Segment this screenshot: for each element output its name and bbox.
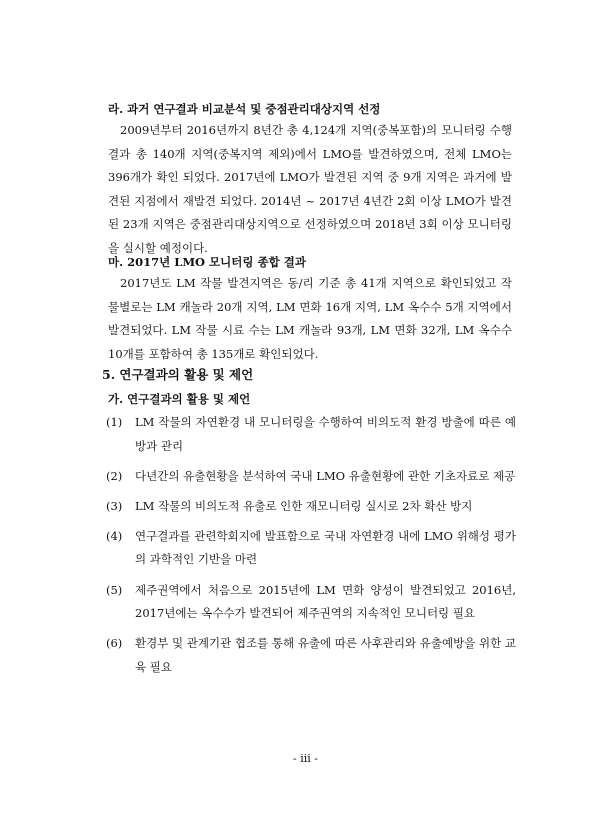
recommendation-list xyxy=(106,411,516,686)
list-item-number: (4) xyxy=(106,528,123,543)
section-ra-body: 2009년부터 2016년까지 8년간 총 4,124개 지역(중복포함)의 모니터링 수행결과 총 140개 지역(중복지역 제외)에서 LMO를 발견하였으며, 전체 LMO는 396개가 확인 되었다. 2017년에 LMO가 발견된 지역 중 9개 지역은 과거에 발견된 지점에서 재발견 되었다. 2014년 ~ 2017년 4년간 2회 이상 LMO가 발견된 23개 지역은 중점관리대상지역으로 선정하였으며 2018년 3회 이상 모니터링을 실시할 예정이다. xyxy=(108,123,512,255)
list-item-number: (6) xyxy=(106,636,123,651)
list-item-text: LM 작물의 비의도적 유출로 인한 재모니터링 실시로 2차 확산 방지 xyxy=(135,498,473,513)
list-item xyxy=(106,525,516,572)
list-item-text: 다년간의 유출현황을 분석하여 국내 LMO 유출현황에 관한 기초자료로 제공 xyxy=(135,468,516,483)
list-item-text: 제주권역에서 처음으로 2015년에 LM 면화 양성이 발견되었고 2016년, 2017년에는 옥수수가 발견되어 제주권역의 지속적인 모니터링 필요 xyxy=(135,582,516,621)
list-item-number: (3) xyxy=(106,498,123,513)
list-item-text: 연구결과를 관련학회지에 발표함으로 국내 자연환경 내에 LMO 위해성 평가의 과학적인 기반을 마련 xyxy=(135,528,516,567)
list-item xyxy=(106,465,516,489)
section-5-heading: 5. 연구결과의 활용 및 제언 xyxy=(102,367,254,382)
section-ma-body: 2017년도 LM 작물 발견지역은 동/리 기준 총 41개 지역으로 확인되었고 작물별로는 LM 캐놀라 20개 지역, LM 면화 16개 지역, LM 옥수수 5개 지역에서 발견되었다. LM 작물 시료 수는 LM 캐놀라 93개, LM 면화 32개, LM 옥수수 10개를 포함하여 총 135개로 확인되었다. xyxy=(108,276,512,361)
list-item xyxy=(106,579,516,626)
list-item-number: (1) xyxy=(106,415,123,429)
page-number: - iii - xyxy=(293,752,318,765)
list-item-number: (5) xyxy=(106,582,123,597)
section-5-subheading: 가. 연구결과의 활용 및 제언 xyxy=(108,392,251,406)
list-item xyxy=(106,411,516,458)
list-item xyxy=(106,495,516,519)
section-ra-heading: 라. 과거 연구결과 비교분석 및 중점관리대상지역 선정 xyxy=(108,102,381,116)
list-item-text: LM 작물의 자연환경 내 모니터링을 수행하여 비의도적 환경 방출에 따른 예방과 관리 xyxy=(135,415,516,453)
list-item-text: 환경부 및 관계기관 협조를 통해 유출에 따른 사후관리와 유출예방을 위한 교육 필요 xyxy=(135,636,516,674)
list-item-number: (2) xyxy=(106,468,123,483)
section-ma-heading: 마. 2017년 LMO 모니터링 종합 결과 xyxy=(108,255,306,269)
list-item xyxy=(106,632,516,679)
